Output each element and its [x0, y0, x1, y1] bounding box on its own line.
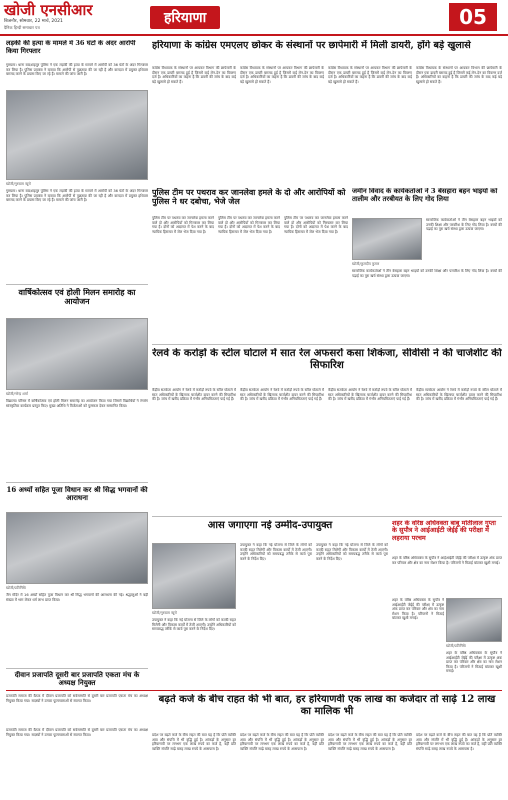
photo-student: [446, 598, 502, 642]
masthead-section-block: [150, 0, 438, 34]
story-body: सामाजिक कार्यकर्ताओं ने तीन बेसहारा बहन भाइयों को उनकी शिक्षा और परवरिश के लिए गोद लिया है। बच्चों की पढ़ाई का पूरा खर्च संस्था द्वारा उठाया जाएगा।: [426, 218, 502, 232]
photo-police-arrest: [6, 90, 148, 180]
story-body: प्रदेश पर बढ़ते कर्ज के बीच राहत की बात यह है कि प्रति व्यक्ति आय और संपत्ति में भी वृद्धि हुई है। आंकड़ों के अनुसार हर हरियाणवी पर लगभग एक लाख रुपये का कर्ज है, वहीं प्रति व्यक्ति संपत्ति साढ़े बारह लाख रुपये के आसपास है।: [416, 733, 502, 751]
story-body: प्रदेश पर बढ़ते कर्ज के बीच राहत की बात यह है कि प्रति व्यक्ति आय और संपत्ति में भी वृद्धि हुई है। आंकड़ों के अनुसार हर हरियाणवी पर लगभग एक लाख रुपये का कर्ज है, वहीं प्रति व्यक्ति संपत्ति साढ़े बारह लाख रुपये के आसपास है।: [240, 733, 324, 751]
section-label: हरियाणा: [150, 6, 220, 29]
masthead: [0, 0, 508, 36]
headline: बढ़ते कर्ज के बीच राहत की भी बात, हर हरियाणवी एक लाख का कर्जदार तो साढ़े 12 लाख का मालिक भी: [158, 694, 496, 717]
headline: वार्षिकोत्सव एवं होली मिलन समारोह का आयोजन: [18, 288, 136, 307]
photo-puja: [6, 512, 148, 584]
story-body: शहर के वरिष्ठ अधिवक्ता के सुपौत्र ने आईआईटी जेईई की परीक्षा में उत्कृष्ट अंक प्राप्त कर परिवार और क्षेत्र का नाम रोशन किया है। परिजनों ने मिठाई बांटकर खुशी मनाई।: [392, 598, 444, 621]
story-body: शहर के वरिष्ठ अधिवक्ता के सुपौत्र ने आईआईटी जेईई की परीक्षा में उत्कृष्ट अंक प्राप्त कर परिवार और क्षेत्र का नाम रोशन किया है। परिजनों ने मिठाई बांटकर खुशी मनाई।: [392, 556, 502, 565]
story-body: पुलिस टीम पर पथराव कर जानलेवा हमला करने वाले दो और आरोपियों को गिरफ्तार कर लिया गया है। दोनों को अदालत में पेश करने के बाद न्यायिक हिरासत में जेल भेज दिया गया है।: [284, 216, 348, 234]
story-adoption: [352, 188, 502, 216]
story-body: कांग्रेस विधायक के संस्थानों पर आयकर विभाग की छापेमारी के दौरान एक डायरी बरामद हुई है जिसमें कई लेन-देन का विवरण दर्ज है। अधिकारियों का कहना है कि डायरी की जांच के बाद कई बड़े खुलासे हो सकते हैं।: [416, 66, 502, 84]
story-lead: [152, 40, 502, 64]
headline: पुलिस टीम पर पथराव कर जानलेवा हमले के दो और आरोपियों को पुलिस ने धर दबोचा, भेजे जेल: [152, 188, 346, 207]
story-body: शहर के वरिष्ठ अधिवक्ता के सुपौत्र ने आईआईटी जेईई की परीक्षा में उत्कृष्ट अंक प्राप्त कर परिवार और क्षेत्र का नाम रोशन किया है। परिजनों ने मिठाई बांटकर खुशी मनाई।: [446, 651, 502, 674]
story-body: कांग्रेस विधायक के संस्थानों पर आयकर विभाग की छापेमारी के दौरान एक डायरी बरामद हुई है जिसमें कई लेन-देन का विवरण दर्ज है। अधिकारियों का कहना है कि डायरी की जांच के बाद कई बड़े खुलासे हो सकते हैं।: [152, 66, 236, 84]
photo-caption: खोजी/प्रतिनिधि: [6, 586, 26, 590]
story-body: पुलिस टीम पर पथराव कर जानलेवा हमला करने वाले दो और आरोपियों को गिरफ्तार कर लिया गया है। दोनों को अदालत में पेश करने के बाद न्यायिक हिरासत में जेल भेज दिया गया है।: [218, 216, 280, 234]
story-annual-function: [6, 288, 148, 314]
story-body: प्रदेश पर बढ़ते कर्ज के बीच राहत की बात यह है कि प्रति व्यक्ति आय और संपत्ति में भी वृद्धि हुई है। आंकड़ों के अनुसार हर हरियाणवी पर लगभग एक लाख रुपये का कर्ज है, वहीं प्रति व्यक्ति संपत्ति साढ़े बारह लाख रुपये के आसपास है।: [152, 733, 236, 751]
divider: [6, 668, 148, 669]
photo-caption: खोजी/कुलदीप कुमार: [352, 262, 380, 266]
photo-caption: खोजी/गुरुग्राम ब्यूरो: [6, 182, 31, 186]
divider: [6, 690, 502, 691]
story-body: विद्यालय परिसर में वार्षिकोत्सव एवं होली मिलन समारोह का आयोजन किया गया जिसमें विद्यार्थियों ने रंगारंग सांस्कृतिक कार्यक्रम प्रस्तुत किए। मुख्य अतिथि ने विजेताओं को पुरस्कार देकर सम्मानित किया।: [6, 399, 148, 408]
masthead-page-block: [438, 0, 508, 34]
tagline: दैनिक हिन्दी समाचार पत्र: [4, 25, 40, 30]
story-body: उपायुक्त ने कहा कि नई योजना से जिले के लोगों को काफी राहत मिलेगी और विकास कार्यों में तेजी आएगी। उन्होंने अधिकारियों को समयबद्ध तरीके से कार्य पूरा करने के निर्देश दिए।: [240, 543, 312, 561]
headline: शहर के वरिष्ठ अधिवक्ता बाबू मोतीलाल गुप्ता के सुपौत्र ने आईआईटी जेईई की परीक्षा में लहराया परचम: [392, 520, 496, 542]
story-body: जैन मंदिर में 16 अर्घ्यों सहित पूजा विधान कर श्री सिद्ध भगवानों की आराधना की गई। श्रद्धालुओं ने बड़ी संख्या में भाग लेकर धर्म लाभ प्राप्त किया।: [6, 593, 148, 602]
photo-caption: खोजी/प्रतिनिधि: [446, 644, 466, 648]
photo-caption: खोजी/गुरुग्राम ब्यूरो: [152, 611, 177, 615]
story-body: केंद्रीय सतर्कता आयोग ने रेलवे में करोड़ों रुपये के स्टील घोटाले में सात अधिकारियों के खिलाफ चार्जशीट दायर करने की सिफारिश की है। जांच में खरीद प्रक्रिया में गंभीर अनियमितताएं पाई गई हैं।: [328, 388, 412, 402]
story-police-attack: [152, 188, 348, 214]
divider: [6, 482, 148, 483]
photo-adoption: [352, 218, 422, 260]
photo-deputy-commissioner: [152, 543, 236, 609]
headline: रेलवे के करोड़ों के स्टील घोटाले में सात रेल अफसरों कसा शिकंजा, सीवीसी ने की चार्जशीट की सिफारिश: [152, 348, 502, 371]
divider: [152, 516, 502, 517]
story-deputy-commissioner: [152, 520, 388, 540]
story-body: पुलिस टीम पर पथराव कर जानलेवा हमला करने वाले दो और आरोपियों को गिरफ्तार कर लिया गया है। दोनों को अदालत में पेश करने के बाद न्यायिक हिरासत में जेल भेज दिया गया है।: [152, 216, 214, 234]
story-body: सामाजिक कार्यकर्ताओं ने तीन बेसहारा बहन भाइयों को उनकी शिक्षा और परवरिश के लिए गोद लिया है। बच्चों की पढ़ाई का पूरा खर्च संस्था द्वारा उठाया जाएगा।: [352, 269, 502, 278]
story-body: गुरुग्राम। थाना बादशाहपुर पुलिस ने एक लड़की की हत्या के मामले में आरोपी को 36 घंटों के अंदर गिरफ्तार कर लिया है। पुलिस प्रवक्ता ने बताया कि आरोपी से पूछताछ की जा रही है और वारदात में प्रयुक्त हथियार बरामद करने के प्रयास किए जा रहे हैं। मामले की जांच जारी है।: [6, 189, 148, 203]
story-body: केंद्रीय सतर्कता आयोग ने रेलवे में करोड़ों रुपये के स्टील घोटाले में सात अधिकारियों के खिलाफ चार्जशीट दायर करने की सिफारिश की है। जांच में खरीद प्रक्रिया में गंभीर अनियमितताएं पाई गई हैं।: [152, 388, 236, 402]
newspaper-logo: खोजी एनसीआर: [4, 1, 93, 19]
story-murder-arrest: [6, 40, 148, 62]
masthead-brand-block: [0, 0, 150, 34]
divider: [6, 284, 148, 285]
story-debt: [152, 694, 502, 730]
headline: दीवान प्रजापति दूसरी बार प्रजापति एकता मंच के अध्यक्ष नियुक्त: [14, 671, 140, 688]
headline: हरियाणा के कांग्रेस एमएलए छोकर के संस्थानों पर छापेमारी में मिली डायरी, होंगे बड़े खुलासे: [152, 40, 471, 51]
story-puja: [6, 486, 148, 510]
story-body: प्रदेश पर बढ़ते कर्ज के बीच राहत की बात यह है कि प्रति व्यक्ति आय और संपत्ति में भी वृद्धि हुई है। आंकड़ों के अनुसार हर हरियाणवी पर लगभग एक लाख रुपये का कर्ज है, वहीं प्रति व्यक्ति संपत्ति साढ़े बारह लाख रुपये के आसपास है।: [328, 733, 412, 751]
story-body: प्रजापति समाज की बैठक में दीवान प्रजापति को सर्वसम्मति से दूसरी बार प्रजापति एकता मंच का अध्यक्ष नियुक्त किया गया। सदस्यों ने उनका फूलमालाओं से स्वागत किया।: [6, 728, 148, 737]
story-body: कांग्रेस विधायक के संस्थानों पर आयकर विभाग की छापेमारी के दौरान एक डायरी बरामद हुई है जिसमें कई लेन-देन का विवरण दर्ज है। अधिकारियों का कहना है कि डायरी की जांच के बाद कई बड़े खुलासे हो सकते हैं।: [328, 66, 412, 84]
story-iit-jee: [392, 520, 502, 554]
story-body: उपायुक्त ने कहा कि नई योजना से जिले के लोगों को काफी राहत मिलेगी और विकास कार्यों में तेजी आएगी। उन्होंने अधिकारियों को समयबद्ध तरीके से कार्य पूरा करने के निर्देश दिए।: [316, 543, 388, 561]
headline: 16 अध्यों सहित पूजा विधान कर श्री सिद्ध भगवानों की आराधना: [6, 486, 148, 503]
story-body: केंद्रीय सतर्कता आयोग ने रेलवे में करोड़ों रुपये के स्टील घोटाले में सात अधिकारियों के खिलाफ चार्जशीट दायर करने की सिफारिश की है। जांच में खरीद प्रक्रिया में गंभीर अनियमितताएं पाई गई हैं।: [416, 388, 502, 402]
headline: जमीन विवाद के कार्यकर्ताओं ने 3 बेसहारा बहन भाइयों को तालीम और तरबीयत के लिए गोद लिया: [352, 188, 498, 203]
photo-annual-function: [6, 318, 148, 390]
story-body: उपायुक्त ने कहा कि नई योजना से जिले के लोगों को काफी राहत मिलेगी और विकास कार्यों में तेजी आएगी। उन्होंने अधिकारियों को समयबद्ध तरीके से कार्य पूरा करने के निर्देश दिए।: [152, 618, 236, 632]
story-body: प्रजापति समाज की बैठक में दीवान प्रजापति को सर्वसम्मति से दूसरी बार प्रजापति एकता मंच का अध्यक्ष नियुक्त किया गया। सदस्यों ने उनका फूलमालाओं से स्वागत किया।: [6, 694, 148, 703]
page-number: 05: [449, 3, 497, 31]
story-body: केंद्रीय सतर्कता आयोग ने रेलवे में करोड़ों रुपये के स्टील घोटाले में सात अधिकारियों के खिलाफ चार्जशीट दायर करने की सिफारिश की है। जांच में खरीद प्रक्रिया में गंभीर अनियमितताएं पाई गई हैं।: [240, 388, 324, 402]
story-railway: [152, 348, 502, 384]
issue-date: बिजनौर, सोमवार, 22 मार्च, 2021: [4, 19, 63, 24]
headline: आस जगाएगा नई उम्मीद-उपायुक्त: [207, 520, 333, 531]
photo-caption: खोजी/नरेन्द्र शर्मा: [6, 392, 28, 396]
headline: लड़की की हत्या के मामले में 36 घंटों के अंदर आरोपी किया गिरफ्तार: [6, 40, 136, 55]
story-body: कांग्रेस विधायक के संस्थानों पर आयकर विभाग की छापेमारी के दौरान एक डायरी बरामद हुई है जिसमें कई लेन-देन का विवरण दर्ज है। अधिकारियों का कहना है कि डायरी की जांच के बाद कई बड़े खुलासे हो सकते हैं।: [240, 66, 324, 84]
story-body: गुरुग्राम। थाना बादशाहपुर पुलिस ने एक लड़की की हत्या के मामले में आरोपी को 36 घंटों के अंदर गिरफ्तार कर लिया है। पुलिस प्रवक्ता ने बताया कि आरोपी से पूछताछ की जा रही है और वारदात में प्रयुक्त हथियार बरामद करने के प्रयास किए जा रहे हैं। मामले की जांच जारी है।: [6, 63, 148, 77]
divider: [152, 344, 502, 345]
